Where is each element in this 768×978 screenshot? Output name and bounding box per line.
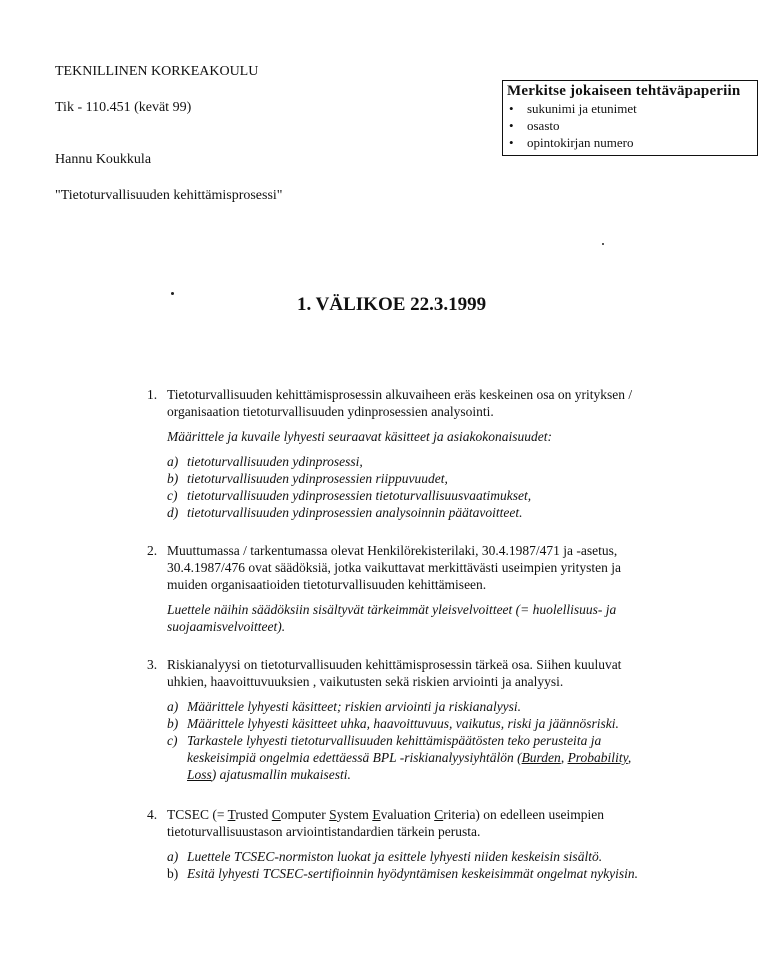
exam-title: 1. VÄLIKOE 22.3.1999 <box>297 294 487 315</box>
question-4 <box>147 806 727 882</box>
question-text: Tietoturvallisuuden kehittämisprosessin alkuvaiheen eräs keskeinen osa on yrityksen / <box>167 387 633 402</box>
sub-question: c) Tarkastele lyhyesti tietoturvallisuuden kehittämispäätösten teko perusteita ja keskeisimpiä ongelmia edettäessä BPL -riskianalyysiyhtälön (Burden, Probability, Loss) ajatusmallin mukaisesti. <box>167 733 632 782</box>
question-text: uhkien, haavoittuvuuksien , vaikutusten sekä riskien arviointi ja analyysi. <box>167 674 564 689</box>
question-3 <box>147 656 727 783</box>
question-text: muiden organisaatioiden tietoturvallisuuden kehittämiseen. <box>167 577 487 592</box>
question-number: 1. <box>147 387 158 402</box>
question-number: 4. <box>147 807 158 822</box>
notice-title: Merkitse jokaiseen tehtäväpaperiin <box>507 83 741 99</box>
notice-item: • opintokirjan numero <box>509 135 634 150</box>
sub-question: b) Määrittele lyhyesti käsitteet uhka, haavoittuvuus, vaikutus, riski ja jäännösriski. <box>167 716 619 731</box>
course-name: "Tietoturvallisuuden kehittämisprosessi" <box>55 188 283 203</box>
bullet-icon: • <box>509 118 514 133</box>
question-instruction: Luettele näihin säädöksiin sisältyvät tärkeimmät yleisvelvoitteet (= huolellisuus- ja <box>167 602 617 617</box>
question-text: tietoturvallisuustason arviointistandardien tärkein perusta. <box>167 824 481 839</box>
teacher-name: Hannu Koukkula <box>55 152 152 167</box>
sub-question: a) tietoturvallisuuden ydinprosessi, <box>167 454 363 469</box>
question-1 <box>147 386 727 521</box>
sub-question: d) tietoturvallisuuden ydinprosessien analysoinnin päätavoitteet. <box>167 505 523 520</box>
sub-question: c) tietoturvallisuuden ydinprosessien tietoturvallisuusvaatimukset, <box>167 488 532 503</box>
notice-item: • sukunimi ja etunimet <box>509 101 637 116</box>
question-text: Muuttumassa / tarkentumassa olevat Henkilörekisterilaki, 30.4.1987/471 ja -asetus, <box>167 543 618 558</box>
question-number: 3. <box>147 657 158 672</box>
question-text: 30.4.1987/476 ovat säädöksiä, jotka vaikuttavat merkittävästi useimpien yritysten ja <box>167 560 622 575</box>
bullet-icon: • <box>509 135 514 150</box>
notice-box <box>502 80 758 156</box>
question-text: TCSEC (= Trusted Computer System Evaluation Criteria) on edelleen useimpien <box>167 807 605 822</box>
question-2 <box>147 542 727 635</box>
school-name: TEKNILLINEN KORKEAKOULU <box>55 64 259 79</box>
notice-item: • osasto <box>509 118 560 133</box>
sub-question: b) tietoturvallisuuden ydinprosessien riippuvuudet, <box>167 471 448 486</box>
question-text: Riskianalyysi on tietoturvallisuuden kehittämisprosessin tärkeä osa. Siihen kuuluvat <box>167 657 622 672</box>
sub-question: b) Esitä lyhyesti TCSEC-sertifioinnin hyödyntämisen keskeisimmät ongelmat nykyisin. <box>167 866 639 881</box>
sub-question: a) Luettele TCSEC-normiston luokat ja esittele lyhyesti niiden keskeisin sisältö. <box>167 849 603 864</box>
scan-speck <box>171 292 174 295</box>
question-instruction: suojaamisvelvoitteet). <box>167 619 286 634</box>
scan-speck <box>602 243 604 245</box>
question-text: organisaation tietoturvallisuuden ydinprosessien analysointi. <box>167 404 494 419</box>
course-code: Tik - 110.451 (kevät 99) <box>55 100 192 115</box>
sub-question: a) Määrittele lyhyesti käsitteet; riskien arviointi ja riskianalyysi. <box>167 699 522 714</box>
bullet-icon: • <box>509 101 514 116</box>
question-number: 2. <box>147 543 158 558</box>
question-instruction: Määrittele ja kuvaile lyhyesti seuraavat käsitteet ja asiakokonaisuudet: <box>167 429 553 444</box>
